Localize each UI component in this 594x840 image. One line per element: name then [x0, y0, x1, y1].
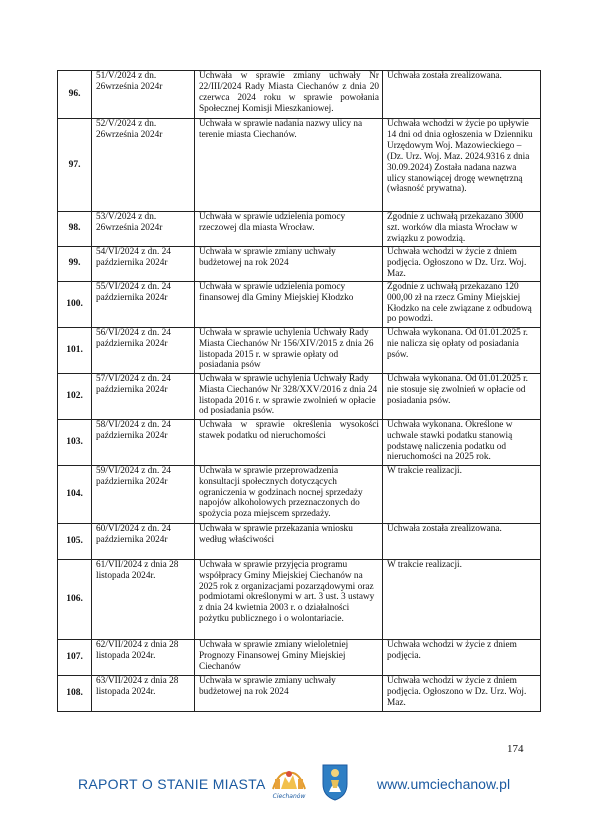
row-number: 98. — [58, 212, 92, 247]
resolution-status: Uchwała wchodzi w życie z dniem podjęcia. Ogłoszono w Dz. Urz. Woj. Maz. — [383, 675, 541, 711]
row-number: 106. — [58, 559, 92, 639]
row-number: 104. — [58, 465, 92, 523]
resolution-id: 52/V/2024 z dn. 26września 2024r — [92, 119, 195, 212]
resolution-description: Uchwała w sprawie udzielenia pomocy rzeczowej dla miasta Wrocław. — [195, 212, 383, 247]
row-number: 108. — [58, 675, 92, 711]
resolution-status: Uchwała wchodzi w życie z dniem podjęcia. Ogłoszono w Dz. Urz. Woj. Maz. — [383, 246, 541, 281]
resolution-description: Uchwała w sprawie nadania nazwy ulicy na terenie miasta Ciechanów. — [195, 119, 383, 212]
resolution-description: Uchwała w sprawie przyjęcia programu współpracy Gminy Miejskiej Ciechanów na 2025 rok z organizacjami pozarządowymi oraz podmiotami określonymi w art. 3 ust. 3 ustawy z dnia 24 kwietnia 2003 r. o działalności pożytku publicznego i o wolontariacie. — [195, 559, 383, 639]
table-row — [58, 71, 541, 119]
resolution-id: 57/VI/2024 z dn. 24 października 2024r — [92, 373, 195, 419]
resolution-description: Uchwała w sprawie zmiany uchwały budżetowej na rok 2024 — [195, 675, 383, 711]
resolution-id: 60/VI/2024 z dn. 24 października 2024r — [92, 523, 195, 559]
table-row — [58, 419, 541, 465]
resolution-id: 61/VII/2024 z dnia 28 listopada 2024r. — [92, 559, 195, 639]
resolutions-table — [57, 70, 541, 712]
coat-of-arms-icon — [320, 762, 350, 802]
table-row — [58, 246, 541, 281]
resolution-id: 55/VI/2024 z dn. 24 października 2024r — [92, 281, 195, 327]
resolution-id: 53/V/2024 z dn. 26września 2024r — [92, 212, 195, 247]
page-number: 174 — [507, 743, 524, 755]
svg-text:Ciechanów: Ciechanów — [272, 793, 306, 800]
resolution-status: Uchwała wykonana. Od 01.01.2025 r. nie nalicza się opłaty od posiadania psów. — [383, 327, 541, 373]
resolution-status: Uchwała wchodzi w życie po upływie 14 dni od dnia ogłoszenia w Dzienniku Urzędowym Woj. Mazowieckiego – (Dz. Urz. Woj. Maz. 2024.9316 z dnia 30.09.2024) Została nadana nazwa ulicy stanowiącej drogę wewnętrzną (własność prywatna). — [383, 119, 541, 212]
table-row — [58, 373, 541, 419]
resolution-description: Uchwała w sprawie określenia wysokości stawek podatku od nieruchomości — [195, 419, 383, 465]
resolution-status: Uchwała została zrealizowana. — [383, 523, 541, 559]
resolution-id: 59/VI/2024 z dn. 24 października 2024r — [92, 465, 195, 523]
resolution-status: Uchwała została zrealizowana. — [383, 71, 541, 119]
table-row — [58, 559, 541, 639]
resolution-id: 54/VI/2024 z dn. 24 października 2024r — [92, 246, 195, 281]
resolution-status: Zgodnie z uchwałą przekazano 3000 szt. worków dla miasta Wrocław w związku z powodzią. — [383, 212, 541, 247]
row-number: 107. — [58, 639, 92, 675]
row-number: 103. — [58, 419, 92, 465]
resolution-description: Uchwała w sprawie uchylenia Uchwały Rady Miasta Ciechanów Nr 156/XIV/2015 z dnia 26 listopada 2015 r. w sprawie opłaty od posiadania psów — [195, 327, 383, 373]
resolution-id: 56/VI/2024 z dn. 24 października 2024r — [92, 327, 195, 373]
table-row — [58, 675, 541, 711]
resolution-description: Uchwała w sprawie przekazania wniosku według właściwości — [195, 523, 383, 559]
table-row — [58, 465, 541, 523]
resolution-description: Uchwała w sprawie udzielenia pomocy finansowej dla Gminy Miejskiej Kłodzko — [195, 281, 383, 327]
resolution-description: Uchwała w sprawie przeprowadzenia konsultacji społecznych dotyczących ograniczenia w godzinach nocnej sprzedaży napojów alkoholowych przeznaczonych do spożycia poza miejscem sprzedaży. — [195, 465, 383, 523]
table-row — [58, 639, 541, 675]
footer-report-title: RAPORT O STANIE MIASTA — [78, 776, 266, 792]
city-logo-icon — [265, 765, 313, 801]
resolution-status: Uchwała wykonana. Określone w uchwale stawki podatku stanowią podstawę naliczenia podatku od nieruchomości na 2025 rok. — [383, 419, 541, 465]
table-row — [58, 281, 541, 327]
table-row — [58, 327, 541, 373]
resolution-status: Uchwała wykonana. Od 01.01.2025 r. nie stosuje się zwolnień w opłacie od posiadania psów. — [383, 373, 541, 419]
resolution-status: W trakcie realizacji. — [383, 559, 541, 639]
row-number: 96. — [58, 71, 92, 119]
row-number: 105. — [58, 523, 92, 559]
footer-website-link[interactable]: www.umciechanow.pl — [377, 776, 511, 792]
resolution-status: W trakcie realizacji. — [383, 465, 541, 523]
resolution-description: Uchwała w sprawie zmiany uchwały budżetowej na rok 2024 — [195, 246, 383, 281]
resolution-description: Uchwała w sprawie uchylenia Uchwały Rady Miasta Ciechanów Nr 328/XXV/2016 z dnia 24 listopada 2016 r. w sprawie zwolnień w opłacie od posiadania psów. — [195, 373, 383, 419]
resolution-status: Zgodnie z uchwałą przekazano 120 000,00 zł na rzecz Gminy Miejskiej Kłodzko na cele związane z odbudową po powodzi. — [383, 281, 541, 327]
resolution-description: Uchwała w sprawie zmiany wieloletniej Prognozy Finansowej Gminy Miejskiej Ciechanów — [195, 639, 383, 675]
row-number: 97. — [58, 119, 92, 212]
resolution-id: 63/VII/2024 z dnia 28 listopada 2024r. — [92, 675, 195, 711]
row-number: 101. — [58, 327, 92, 373]
row-number: 102. — [58, 373, 92, 419]
table-row — [58, 119, 541, 212]
row-number: 100. — [58, 281, 92, 327]
resolution-id: 51/V/2024 z dn. 26września 2024r — [92, 71, 195, 119]
table-row — [58, 523, 541, 559]
resolution-description: Uchwała w sprawie zmiany uchwały Nr 22/III/2024 Rady Miasta Ciechanów z dnia 20 czerwca 2024 roku w sprawie powołania Społecznej Komisji Mieszkaniowej. — [195, 71, 383, 119]
table-row — [58, 212, 541, 247]
resolution-id: 58/VI/2024 z dn. 24 października 2024r — [92, 419, 195, 465]
resolution-id: 62/VII/2024 z dnia 28 listopada 2024r. — [92, 639, 195, 675]
row-number: 99. — [58, 246, 92, 281]
resolution-status: Uchwała wchodzi w życie z dniem podjęcia. — [383, 639, 541, 675]
